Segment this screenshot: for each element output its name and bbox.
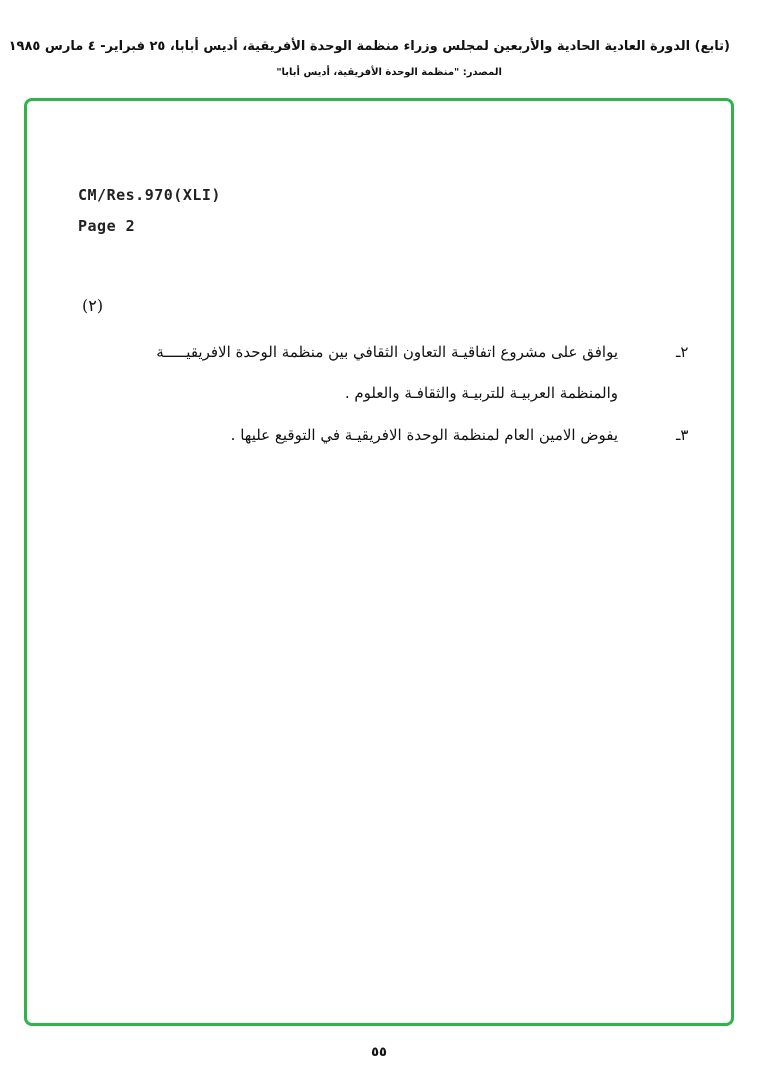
document-frame	[24, 98, 734, 1026]
footer-page-number: ٥٥	[371, 1045, 387, 1060]
item-2-line-2: والمنظمة العربيـة للتربيـة والثقافـة والعلوم .	[344, 384, 618, 402]
item-2-line-1: يوافق على مشروع اتفاقيـة التعاون الثقافي بين منظمة الوحدة الافريقيـــــة	[156, 343, 618, 361]
item-3-line-1: يفوض الامين العام لمنظمة الوحدة الافريقيـة في التوقيع عليها .	[230, 426, 618, 444]
item-3-number: ٣ـ	[676, 426, 689, 444]
item-2-number: ٢ـ	[676, 343, 689, 361]
resolution-reference: CM/Res.970(XLI)	[78, 186, 221, 204]
paragraph-number: (٢)	[82, 296, 104, 315]
page-label: Page 2	[78, 217, 136, 235]
header-title: (تابع) الدورة العادية الحادية والأربعين لمجلس وزراء منظمة الوحدة الأفريقية، أديس أبابا، ٢٥ فبراير- ٤ مارس ١٩٨٥	[8, 39, 730, 54]
header-source: المصدر: "منظمة الوحدة الأفريقية، أديس أبابا"	[276, 67, 502, 78]
